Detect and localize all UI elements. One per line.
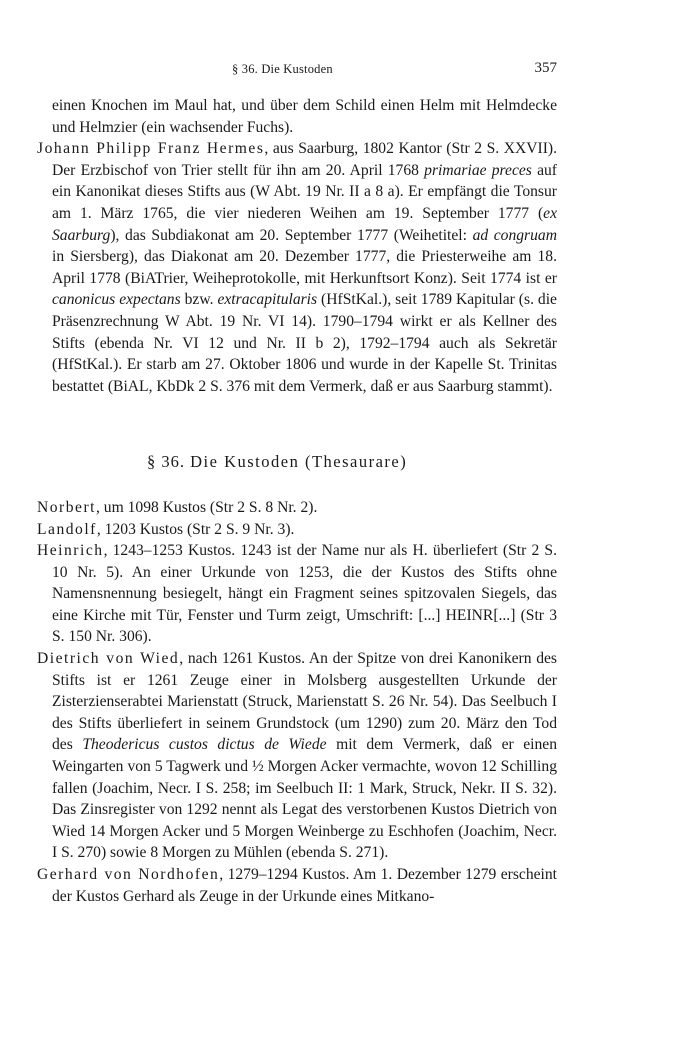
entry-text: mit dem Vermerk, daß er einen Weingarten von 5 Tagwerk und ½ Morgen Acker vermachte, wovon 12 Schilling fallen (Joachim, Necr. I S. 258; im Seelbuch II: 1 Mark, Struck, Nekr. II S. 32). Das Zinsregister von 1292 nennt als Legat des verstorbenen Kustos Dietrich von Wied 14 Morgen Acker und 5 Morgen Weinberge zu Eschhofen (Joachim, Necr. I S. 270) sowie 8 Morgen zu Mühlen (ebenda S. 271).	[52, 736, 558, 862]
page-header	[0, 60, 700, 80]
entry-text: , aus Saarburg, 1802 Kantor (Str 2 S. XXVII). Der Erzbischof von Trier stellt für ihn am 20. April 1768	[52, 140, 557, 179]
section-title-main: Die Kustoden	[190, 452, 300, 472]
continuation-line-2: Helmdecke und Helmzier (ein wachsender Fuchs).	[52, 97, 557, 136]
entry-name: Gerhard von Nordhofen	[37, 866, 220, 883]
entry-name: Heinrich	[37, 542, 104, 560]
entry-text: ), das Subdiakonat am 20. September 1777 (Weihetitel:	[110, 226, 473, 244]
entry-landolf	[37, 519, 557, 541]
entry-name: Johann Philipp Franz Hermes	[37, 140, 265, 158]
section-title-suffix: (Thesaurare)	[299, 452, 408, 472]
entry-text: bzw.	[180, 291, 218, 309]
continuation-line-1: einen Knochen im Maul hat, und über dem Schild einen Helm mit	[52, 97, 481, 114]
entry-dietrich	[37, 648, 557, 864]
entry-text-italic: Theodericus custos dictus de Wiede	[82, 736, 327, 754]
entry-text: auf ein Kanonikat dieses Stifts aus (W Abt. 19 Nr. II a 8 a). Er empfängt die Tonsur am 1. März 1765, die vier niederen Weihen am 19. September 1777 (	[52, 161, 557, 222]
entry-text-italic: ad congruam	[472, 226, 557, 244]
entry-text: in Siersberg), das Diakonat am 20. Dezember 1777, die Priesterweihe am 18. April 1778 (BiATrier, Weiheprotokolle, mit Herkunftsort Konz). Seit 1774 ist er	[52, 248, 557, 287]
section-title	[147, 451, 557, 473]
entry-text: (HfStKal.), seit 1789 Kapitular (s. die Präsenzrechnung W Abt. 19 Nr. VI 14). 1790–1794 wirkt er als Kellner des Stifts (ebenda Nr. VI 12 und Nr. II b 2), 1792–1794 auch als Sekretär (HfStKal.). Er starb am 27. Oktober 1806 und wurde in der Kapelle St. Trinitas bestattet (BiAL, KbDk 2 S. 376 mit dem Vermerk, daß er aus Saarburg stammt).	[52, 291, 557, 395]
entry-text-italic: primariae preces	[424, 161, 532, 179]
entry-text-italic: extracapitularis	[217, 291, 318, 309]
entry-text: , 1243–1253 Kustos. 1243 ist der Name nur als H. überliefert (Str 2 S. 10 Nr. 5). An einer Urkunde von 1253, die der Kustos des Stifts ohne Namensnennung besiegelt, hängt ein Fragment seines spitzovalen Siegels, das eine Kirche mit Tür, Fenster und Turm zeigt, Umschrift: [...] HEINR[...] (Str 3 S. 150 Nr. 306).	[52, 542, 557, 646]
page-number: 357	[534, 60, 557, 76]
body-text	[37, 95, 557, 907]
entry-hermes	[37, 138, 557, 397]
entry-text: , 1203 Kustos (Str 2 S. 9 Nr. 3).	[96, 520, 295, 538]
entry-name: Norbert	[37, 498, 96, 516]
entry-heinrich	[37, 540, 557, 648]
continuation-paragraph	[37, 95, 557, 138]
entry-gerhard	[37, 864, 557, 907]
entry-norbert	[37, 497, 557, 519]
running-title: § 36. Die Kustoden	[232, 62, 333, 76]
entry-text-italic: canonicus expectans	[52, 291, 181, 309]
entry-name: Landolf	[37, 520, 97, 538]
entry-text: , nach 1261 Kustos. An der Spitze von drei Kanonikern des Stifts ist er 1261 Zeuge einer in Molsberg ausgestellten Urkunde der Zisterzienserabtei Marienstatt (Struck, Marienstatt S. 26 Nr. 54). Das Seelbuch I des Stifts überliefert in seinem Grundstock (um 1290) zum 20. März den Tod des	[52, 650, 557, 754]
entry-text: , um 1098 Kustos (Str 2 S. 8 Nr. 2).	[96, 498, 318, 516]
section-title-prefix: § 36.	[147, 452, 191, 472]
entry-text-italic: ex Saarburg	[52, 204, 557, 244]
entry-name: Dietrich von Wied	[37, 650, 180, 668]
entry-text: , 1279–1294 Kustos. Am 1. Dezember 1279 erscheint der Kustos Gerhard als Zeuge in der Urkunde eines Mitkano-	[52, 866, 557, 905]
